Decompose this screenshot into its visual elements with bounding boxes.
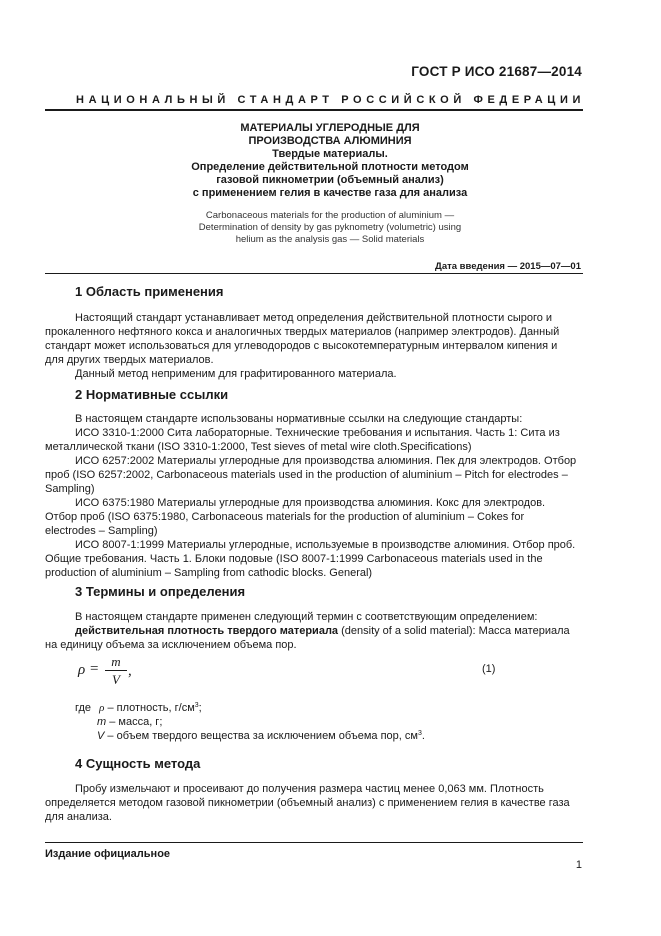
- title-line: Определение действительной плотности методом: [191, 161, 469, 173]
- reference-line: ИСО 8007-1:1999 Материалы углеродные, используемые в производстве алюминия. Отбор проб.: [75, 539, 576, 551]
- fraction-bar: [105, 670, 127, 671]
- punctuation: ;: [198, 702, 202, 714]
- text-line: В настоящем стандарте применен следующий термин с соответствующим определением:: [75, 611, 538, 623]
- introduction-date: Дата введения — 2015—07—01: [435, 261, 581, 272]
- formula-denominator: V: [112, 672, 120, 687]
- rho-symbol: ρ: [99, 702, 105, 714]
- standard-code: ГОСТ Р ИСО 21687—2014: [411, 64, 582, 79]
- reference-line: Sampling): [45, 483, 95, 495]
- section-4-paragraph: [45, 782, 583, 824]
- text-line: для других твердых материалов.: [45, 354, 214, 366]
- reference-line: production of aluminium – Sampling from cathodic blocks. General): [45, 567, 373, 579]
- section-4-heading: 4 Сущность метода: [75, 756, 201, 771]
- national-standard-banner: НАЦИОНАЛЬНЫЙ СТАНДАРТ РОССИЙСКОЙ ФЕДЕРАЦИИ: [76, 94, 585, 106]
- punctuation: .: [421, 730, 425, 742]
- english-title-line: Carbonaceous materials for the production of aluminium —: [205, 210, 455, 221]
- reference-line: ИСО 3310-1:2000 Сита лабораторные. Технические требования и испытания. Часть 1: Сита из: [75, 427, 560, 439]
- header-rule: [45, 109, 583, 111]
- rho-description: – плотность, г/см: [104, 702, 195, 714]
- section-3-heading: 3 Термины и определения: [75, 584, 246, 599]
- formula-equals: =: [90, 661, 99, 677]
- english-title-line: helium as the analysis gas — Solid materials: [235, 234, 425, 245]
- title-line: газовой пикнометрии (объемный анализ): [216, 174, 444, 186]
- where-m-line: [97, 715, 162, 729]
- reference-line: electrodes – Sampling): [45, 525, 158, 537]
- section-2-heading: 2 Нормативные ссылки: [75, 387, 229, 402]
- text-line: определяется методом газовой пикнометрии (объемный анализ) с применением гелия в качестве газа: [45, 797, 570, 809]
- formula-comma: ,: [128, 663, 132, 679]
- superscript: 3: [417, 730, 422, 737]
- text-line: Данный метод неприменим для графитированного материала.: [75, 368, 397, 380]
- reference-line: Отбор проб (ISO 6375:1980, Carbonaceous materials for the production of aluminium – Cokes for: [45, 511, 525, 523]
- m-symbol: m: [97, 716, 107, 728]
- text-line: В настоящем стандарте использованы нормативные ссылки на следующие стандарты:: [75, 413, 523, 425]
- text-line: стандарт может использоваться для углеводородов с высокотемпературным интервалом кипения и: [45, 340, 558, 352]
- title-line: ПРОИЗВОДСТВА АЛЮМИНИЯ: [248, 135, 412, 147]
- title-line: Твердые материалы.: [272, 148, 388, 160]
- term-definition: (density of a solid material): Масса материала: [338, 625, 570, 637]
- title-line: с применением гелия в качестве газа для анализа: [192, 187, 468, 199]
- reference-line: Общие требования. Часть 1. Блоки подовые (ISO 8007-1:1999 Carbonaceous materials used in the: [45, 553, 543, 565]
- reference-line: ИСО 6257:2002 Материалы углеродные для производства алюминия. Пек для электродов. Отбор: [75, 455, 577, 467]
- page-number: 1: [575, 859, 582, 871]
- document-title: [120, 122, 540, 200]
- text-line: Настоящий стандарт устанавливает метод определения действительной плотности сырого и: [75, 312, 553, 324]
- section-1-heading: 1 Область применения: [75, 284, 224, 299]
- formula-numerator: m: [111, 654, 121, 669]
- section-1-paragraph: [45, 311, 583, 381]
- section-3-definition: [45, 610, 583, 652]
- term-name: действительная плотность твердого материала: [75, 625, 339, 637]
- formula-rho: ρ: [78, 662, 86, 678]
- v-symbol: V: [97, 730, 105, 742]
- reference-line: металлической ткани (ISO 3310-1:2000, Test sieves of metal wire cloth.Specifications): [45, 441, 472, 453]
- official-edition-label: Издание официальное: [45, 848, 171, 860]
- reference-line: проб (ISO 6257:2002, Carbonaceous materials used in the production of aluminium – Pitch for electrodes –: [45, 469, 568, 481]
- date-rule: [45, 273, 583, 274]
- equation-number: (1): [482, 663, 496, 675]
- footer-rule: [45, 842, 583, 843]
- formula-fraction: [105, 654, 127, 687]
- superscript: 3: [194, 702, 199, 709]
- section-2-references: [45, 412, 583, 580]
- title-line: МАТЕРИАЛЫ УГЛЕРОДНЫЕ ДЛЯ: [240, 122, 420, 134]
- where-word: где: [75, 702, 92, 714]
- reference-line: ИСО 6375:1980 Материалы углеродные для производства алюминия. Кокс для электродов.: [75, 497, 546, 509]
- m-description: – масса, г;: [106, 716, 163, 728]
- text-line: на единицу объема за исключением объема пор.: [45, 639, 297, 651]
- english-title-line: Determination of density by gas pyknometry (volumetric) using: [198, 222, 462, 233]
- text-line: прокаленного нефтяного кокса и аналогичных твердых материалов (например электродов). Данный: [45, 326, 560, 338]
- v-description: – объем твердого вещества за исключением объема пор, см: [104, 730, 418, 742]
- english-title: [120, 210, 540, 246]
- text-line: Пробу измельчают и просеивают до получения размера частиц менее 0,063 мм. Плотность: [75, 783, 544, 795]
- term-definition-line: [45, 624, 583, 638]
- text-line: для анализа.: [45, 811, 112, 823]
- density-formula: [78, 654, 138, 688]
- where-v-line: [97, 729, 425, 743]
- where-rho-line: [75, 701, 202, 715]
